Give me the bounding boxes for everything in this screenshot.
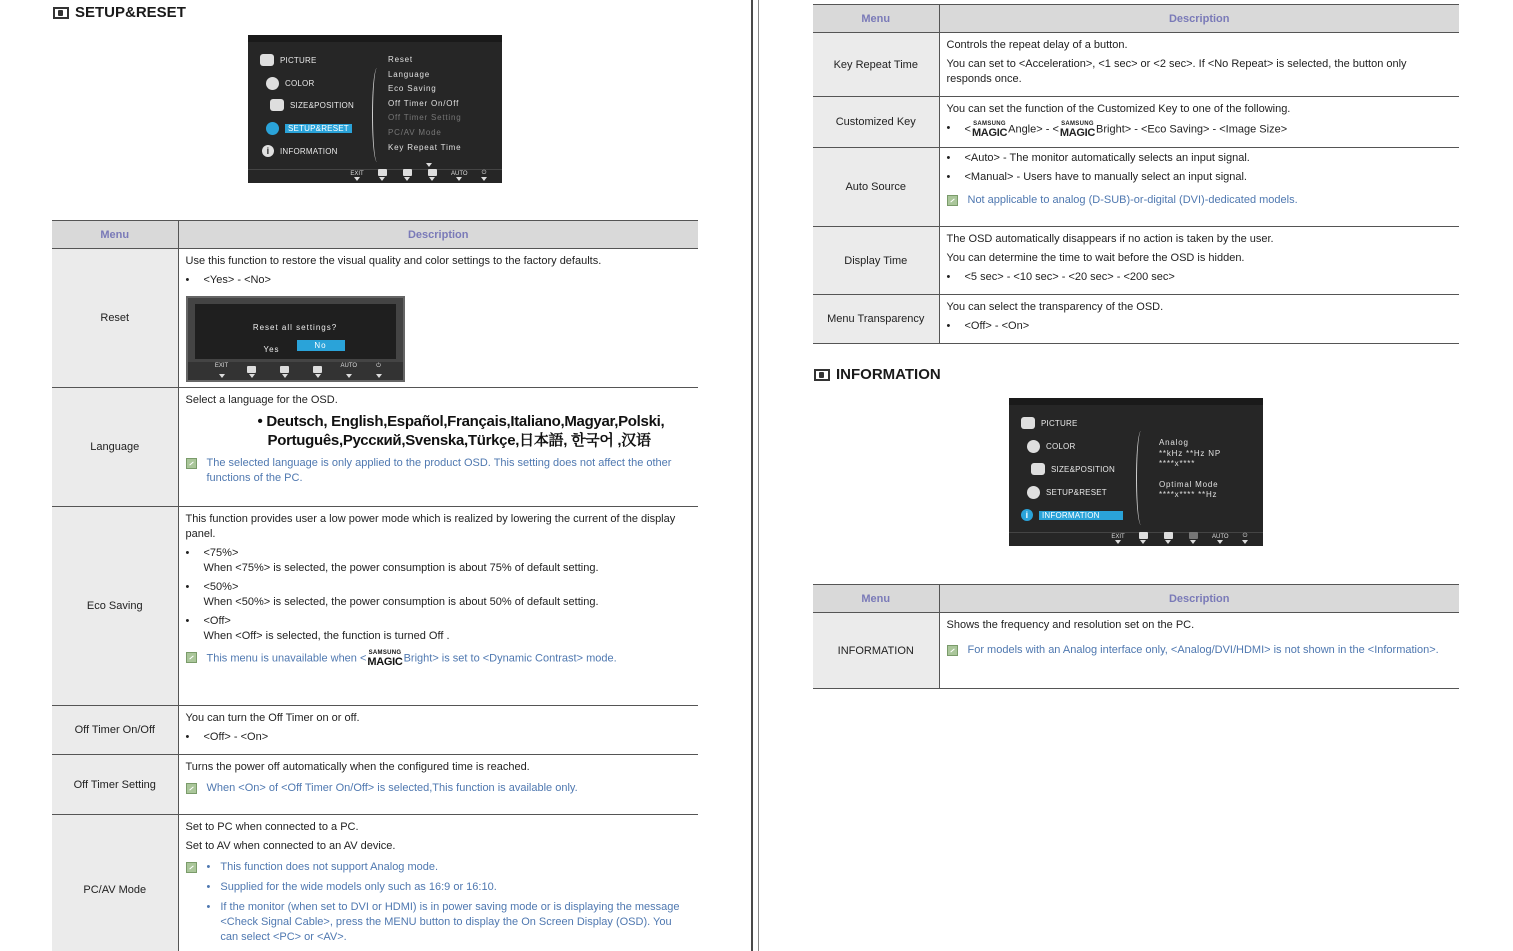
auto-source-bullet-auto: • <Auto> - The monitor automatically selects an input signal. (946, 152, 1250, 164)
description-cell (178, 388, 698, 507)
page-gutter (751, 0, 759, 951)
menu-cell: Eco Saving (52, 507, 178, 706)
palette-icon (1027, 440, 1040, 453)
transparency-text: You can select the transparency of the OSD. (946, 301, 1164, 313)
table-header-row (52, 221, 698, 249)
table-row-pc-av-mode (52, 815, 698, 951)
off-timer-bullet: • <Off> - <On> (185, 731, 269, 743)
transparency-bullet: • <Off> - <On> (946, 320, 1030, 332)
description-cell (178, 755, 698, 815)
description-cell (178, 249, 698, 388)
right-page (759, 0, 1513, 951)
table-row-information (813, 613, 1459, 689)
note-icon (947, 645, 958, 656)
samsung-magic-logo: SAMSUNG MAGIC (1059, 121, 1096, 139)
setup-reset-table-continued (813, 4, 1459, 344)
key-repeat-text: Controls the repeat delay of a button. (946, 39, 1128, 51)
dialog-auto-button: AUTO (341, 359, 357, 378)
description-cell (178, 706, 698, 755)
table-row-off-timer-setting (52, 755, 698, 815)
dialog-power-icon: ⏻ (371, 359, 387, 378)
left-page (0, 0, 751, 951)
eco-bullet-off: • <Off> When <Off> is selected, the function is turned Off . (185, 615, 450, 642)
osd-power-icon: ⏻ (1237, 533, 1253, 544)
reset-dialog (186, 296, 405, 382)
language-text: Select a language for the OSD. (185, 394, 338, 406)
osd-menu-color: COLOR (1027, 440, 1075, 453)
note-icon (186, 652, 197, 663)
dialog-exit-button: EXIT (214, 359, 230, 378)
note-icon (186, 458, 197, 469)
osd-submenu: Reset Language Eco Saving Off Timer On/Off Off Timer Setting PC/AV Mode Key Repeat Time (388, 55, 462, 152)
custom-key-text: You can set the function of the Customized Key to one of the following. (946, 103, 1291, 115)
description-cell (178, 507, 698, 706)
osd-menu-size-position: SIZE&POSITION (270, 99, 354, 111)
osd-menu-color: COLOR (266, 77, 314, 90)
table-row-display-time (813, 227, 1459, 295)
osd-divider-arc (1136, 431, 1146, 525)
table-row-eco-saving (52, 507, 698, 706)
description-cell (939, 148, 1459, 227)
eco-bullet-50: • <50%> When <50%> is selected, the power consumption is about 50% of default setting. (185, 581, 599, 608)
table-row-off-timer (52, 706, 698, 755)
samsung-magic-logo: SAMSUNG MAGIC (971, 121, 1008, 139)
dialog-down-button (244, 366, 260, 378)
eco-text: This function provides user a low power mode which is realized by lowering the current of the display panel. (185, 513, 676, 540)
menu-cell: Display Time (813, 227, 939, 295)
table-row-menu-transparency (813, 295, 1459, 344)
reset-yes-option: Yes (263, 345, 280, 354)
table-row-reset (52, 249, 698, 388)
pcav-text-av: Set to AV when connected to an AV device. (185, 840, 396, 852)
osd-up-button (399, 169, 415, 181)
display-time-bullet: • <5 sec> - <10 sec> - <20 sec> - <200 sec> (946, 271, 1175, 283)
osd-exit-button: EXIT (349, 171, 365, 181)
menu-cell: Key Repeat Time (813, 33, 939, 97)
reset-dialog-question: Reset all settings? (252, 323, 338, 332)
dialog-enter-button (310, 366, 326, 378)
samsung-magic-logo: SAMSUNG MAGIC (367, 650, 403, 668)
menu-cell: Off Timer On/Off (52, 706, 178, 755)
auto-source-bullet-manual: • <Manual> - Users have to manually select an input signal. (946, 171, 1247, 183)
header-description: Description (939, 585, 1459, 613)
table-row-key-repeat-time (813, 33, 1459, 97)
osd-power-icon: ⏻ (476, 170, 492, 181)
information-note: For models with an Analog interface only, <Analog/DVI/HDMI> is not shown in the <Information>. (947, 643, 1453, 658)
language-note: The selected language is only applied to the product OSD. This setting does not affect the other functions of the PC. (186, 456, 692, 486)
menu-cell: Language (52, 388, 178, 507)
reset-text: Use this function to restore the visual quality and color settings to the factory defaults. (185, 255, 602, 267)
pcav-note-item: • If the monitor (when set to DVI or HDMI) is in power saving mode or is displaying the message <Check Signal Cable>, press the MENU button to display the On Screen Display (OSD). You can select <PC> or <AV>. (206, 901, 680, 943)
gear-icon (1027, 486, 1040, 499)
picture-icon (260, 54, 274, 66)
display-time-text-2: You can determine the time to wait before the OSD is hidden. (946, 252, 1245, 264)
eco-note: This menu is unavailable when < SAMSUNG MAGIC Bright> is set to <Dynamic Contrast> mode. (186, 650, 692, 667)
pcav-note-item: • This function does not support Analog mode. (206, 861, 439, 873)
osd-scroll-down-icon (426, 163, 432, 167)
menu-cell: INFORMATION (813, 613, 939, 689)
setup-reset-section-title: SETUP&RESET (53, 4, 186, 21)
reset-no-option: No (297, 340, 345, 351)
osd-information (1009, 398, 1263, 546)
custom-key-bullet: • < SAMSUNG MAGIC Angle> - < SAMSUNG MAGIC Bright> - <Eco Saving> - <Image Size> (946, 121, 1288, 139)
osd-button-bar (1009, 532, 1263, 546)
section-icon (814, 369, 830, 381)
reset-bullet: • <Yes> - <No> (185, 274, 271, 286)
off-timer-setting-note: When <On> of <Off Timer On/Off> is selected,This function is available only. (186, 781, 692, 796)
pcav-note-item: • Supplied for the wide models only such as 16:9 or 16:10. (206, 881, 497, 893)
osd-enter-button (1185, 532, 1201, 544)
header-menu: Menu (813, 5, 939, 33)
osd-info-readout: Analog **kHz **Hz NP ****x**** Optimal Mode ****x**** **Hz (1159, 438, 1221, 499)
table-header-row (813, 5, 1459, 33)
osd-menu-size-position: SIZE&POSITION (1031, 463, 1115, 475)
osd-down-button (374, 169, 390, 181)
description-cell (939, 227, 1459, 295)
menu-cell: Off Timer Setting (52, 755, 178, 815)
note-icon (186, 862, 197, 873)
header-menu: Menu (52, 221, 178, 249)
osd-menu-information: i INFORMATION (1021, 509, 1123, 521)
off-timer-text: You can turn the Off Timer on or off. (185, 712, 360, 724)
osd-enter-button (424, 169, 440, 181)
table-row-auto-source (813, 148, 1459, 227)
key-repeat-options: You can set to <Acceleration>, <1 sec> or <2 sec>. If <No Repeat> is selected, the button only responds once. (946, 58, 1407, 85)
information-text: Shows the frequency and resolution set on the PC. (946, 619, 1195, 631)
reset-dialog-button-bar (188, 362, 403, 380)
note-icon (186, 783, 197, 794)
header-description: Description (178, 221, 698, 249)
size-position-icon (270, 99, 284, 111)
information-table (813, 584, 1459, 689)
header-description: Description (939, 5, 1459, 33)
menu-cell: Customized Key (813, 97, 939, 148)
palette-icon (266, 77, 279, 90)
info-icon: i (1021, 509, 1033, 521)
pcav-notes (186, 860, 692, 950)
osd-up-button (1160, 532, 1176, 544)
eco-bullet-75: • <75%> When <75%> is selected, the power consumption is about 75% of default setting. (185, 547, 599, 574)
language-list: • Deutsch, English,Español,Français,Italiano,Magyar,Polski, Português,Русский,Svenska,Türkçe,日本語, 한국어 ,汉语 (257, 413, 665, 449)
description-cell (939, 33, 1459, 97)
description-cell (178, 815, 698, 951)
description-cell (939, 97, 1459, 148)
osd-auto-button: AUTO (1212, 534, 1228, 544)
off-timer-setting-text: Turns the power off automatically when the configured time is reached. (185, 761, 530, 773)
description-cell (939, 295, 1459, 344)
header-menu: Menu (813, 585, 939, 613)
table-header-row (813, 585, 1459, 613)
section-icon (53, 7, 69, 19)
osd-down-button (1135, 532, 1151, 544)
osd-menu-picture: PICTURE (1021, 417, 1078, 429)
dialog-up-button (277, 366, 293, 378)
setup-reset-table (52, 220, 698, 951)
osd-menu-setup-reset: SETUP&RESET (266, 122, 352, 135)
table-row-customized-key (813, 97, 1459, 148)
info-icon: i (262, 145, 274, 157)
display-time-text: The OSD automatically disappears if no action is taken by the user. (946, 233, 1274, 245)
gear-icon (266, 122, 279, 135)
information-section-title: INFORMATION (814, 366, 941, 383)
description-cell (939, 613, 1459, 689)
osd-menu-information: i INFORMATION (262, 145, 338, 157)
osd-menu-picture: PICTURE (260, 54, 317, 66)
note-icon (947, 195, 958, 206)
menu-cell: Reset (52, 249, 178, 388)
osd-auto-button: AUTO (451, 171, 467, 181)
table-row-language (52, 388, 698, 507)
osd-divider-arc (372, 68, 382, 162)
menu-cell: Auto Source (813, 148, 939, 227)
pcav-text-pc: Set to PC when connected to a PC. (185, 821, 359, 833)
osd-menu-setup-reset: SETUP&RESET (1027, 486, 1107, 499)
auto-source-note: Not applicable to analog (D-SUB)-or-digital (DVI)-dedicated models. (947, 193, 1453, 208)
menu-cell: Menu Transparency (813, 295, 939, 344)
osd-setup-reset (248, 35, 502, 183)
osd-exit-button: EXIT (1110, 534, 1126, 544)
menu-cell: PC/AV Mode (52, 815, 178, 951)
osd-button-bar (248, 169, 502, 183)
size-position-icon (1031, 463, 1045, 475)
picture-icon (1021, 417, 1035, 429)
